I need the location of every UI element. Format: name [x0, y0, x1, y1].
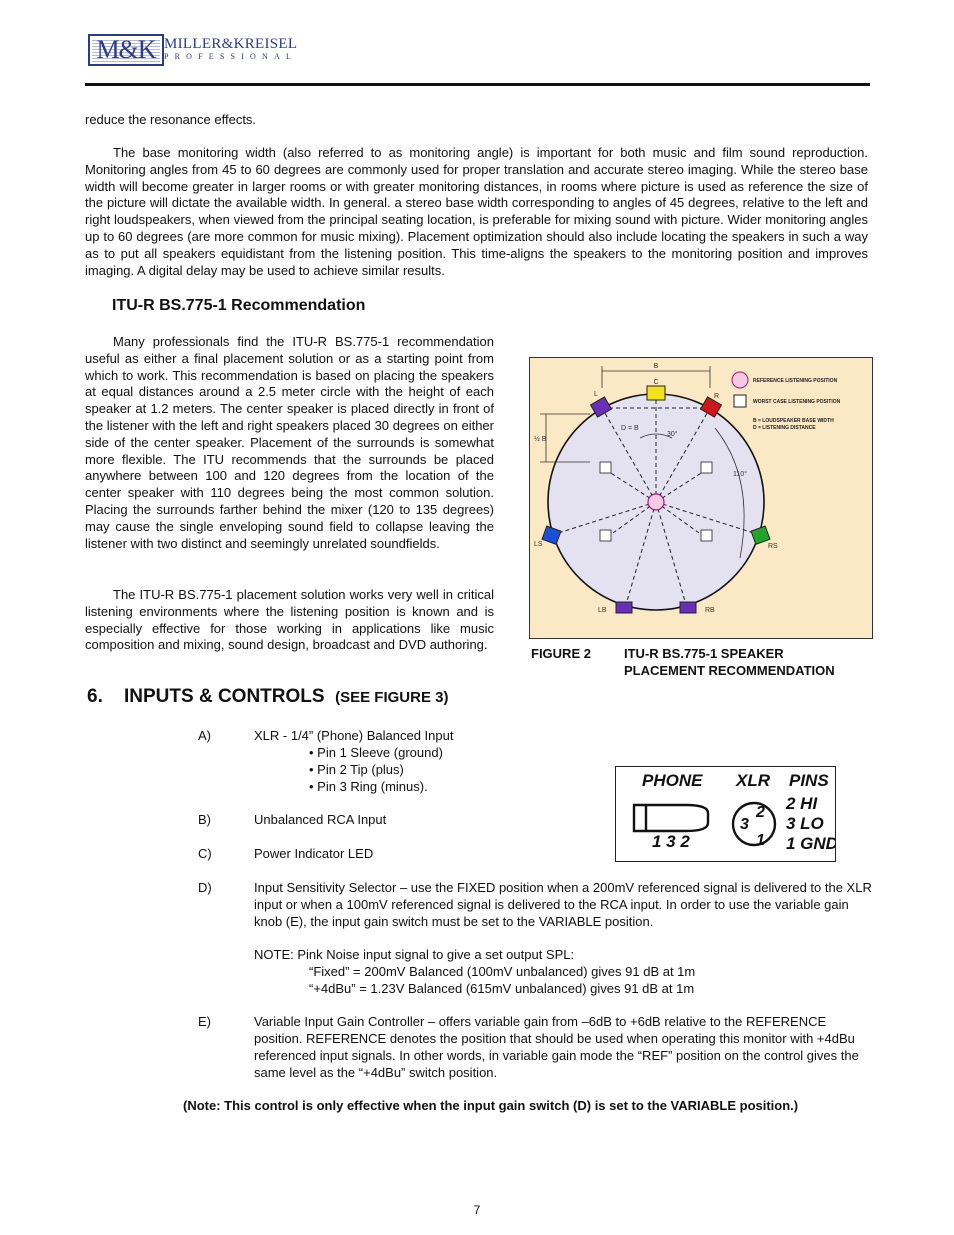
item-a-text: XLR - 1/4” (Phone) Balanced Input [254, 728, 454, 743]
pins-heading-phone: PHONE [642, 771, 703, 790]
label-rb: RB [705, 607, 715, 614]
section-title [124, 686, 448, 708]
figure-caption-line1: ITU-R BS.775-1 SPEAKER [624, 646, 784, 661]
legend-ref-text: REFERENCE LISTENING POSITION [753, 378, 838, 384]
label-l: L [594, 391, 598, 398]
pins-graphic [615, 766, 836, 862]
phone-plug-outline [634, 805, 708, 831]
label-rs: RS [768, 543, 778, 550]
figure-caption-number: FIGURE 2 [531, 646, 591, 661]
itu-diagram-svg [530, 358, 872, 638]
section-number: 6. [87, 686, 103, 707]
paragraph-monitoring-width: The base monitoring width (also referred to as monitoring angle) is important for both music and film sound reproduction. Monitoring angles from 45 to 60 degrees are commonly used for proper translation and accurate stereo imaging. While the stereo base width will become greater in larger rooms or with greater monitoring distances, in rooms where picture is used as reference the size of the picture will dictate the available width. In general. a stereo base width corresponding to angles of 45 degrees, relative to the left and right loudspeakers, when viewed from the principal seating location, is preferable for mixing sound with picture. Wider monitoring angles up to 60 degrees (are more common for music mixing). Placement optimization should also include locating the speakers in such a way as to put all speakers equidistant from the listening position. This time-aligns the speakers to the monitoring position and improves imaging. A digital delay may be used to achieve similar results. [85, 145, 868, 278]
label-110-deg: 110° [733, 471, 747, 478]
xlr-pin-2: 2 [756, 804, 765, 821]
item-c-text: Power Indicator LED [254, 846, 374, 861]
xlr-pin-1: 1 [756, 832, 765, 849]
item-a-pin3: • Pin 3 Ring (minus). [309, 779, 428, 794]
label-30-deg: 30° [667, 431, 678, 438]
pin-gnd-label: 1 GND [786, 834, 835, 853]
note-fixed: “Fixed” = 200mV Balanced (100mV unbalanced) gives 91 dB at 1m [309, 964, 696, 979]
label-lb: LB [598, 607, 607, 614]
item-d-text: Input Sensitivity Selector – use the FIXED position when a 200mV referenced signal is delivered to the XLR input or when a 100mV referenced signal is delivered to the RCA input. In order to use the variable gain knob (E), the input gain switch must be set to the VARIABLE position. [254, 880, 872, 929]
item-e-text: Variable Input Gain Controller – offers variable gain from –6dB to +6dB relative to the REFERENCE position. REFERENCE denotes the position that should be used when operating this monitor with +4dBu referenced input signals. In other words, in variable gain mode the “REF” position on the control gives the same level as the “+4dBu” switch position. [254, 1014, 859, 1080]
note-4dbu: “+4dBu” = 1.23V Balanced (615mV unbalanced) gives 91 dB at 1m [309, 981, 695, 996]
label-r: R [714, 393, 720, 400]
label-ls: LS [534, 541, 543, 548]
final-note: (Note: This control is only effective when the input gain switch (D) is set to the VARIABLE position.) [183, 1098, 799, 1113]
legend-d-text: D = LISTENING DISTANCE [753, 425, 816, 431]
page-number: 7 [473, 1203, 481, 1217]
speaker-lb [616, 602, 632, 613]
reference-listening-position [648, 494, 664, 510]
item-a-pin1: • Pin 1 Sleeve (ground) [309, 745, 443, 760]
logo-mark-text: M&K [96, 35, 156, 64]
label-d-eq-b: D = B [621, 425, 639, 432]
pins-heading-pins: PINS [789, 771, 829, 790]
figure-itu-diagram [529, 357, 873, 639]
itu-subheading: ITU-R BS.775-1 Recommendation [112, 297, 366, 314]
xlr-pin-3: 3 [740, 816, 749, 833]
logo-brand-sub: PROFESSIONAL [164, 52, 298, 61]
item-c-letter: C) [198, 846, 212, 861]
speaker-rb [680, 602, 696, 613]
pin-hi-label: 2 HI [786, 794, 818, 813]
label-b: B [653, 363, 659, 370]
figure-caption-line2: PLACEMENT RECOMMENDATION [624, 663, 835, 678]
legend-worst-text: WORST CASE LISTENING POSITION [753, 399, 841, 405]
item-b-letter: B) [198, 812, 211, 827]
item-b-text: Unbalanced RCA Input [254, 812, 387, 827]
pins-heading-xlr: XLR [736, 771, 770, 790]
label-c: C [653, 379, 659, 386]
speaker-c [647, 386, 665, 400]
paragraph-itu-recommendation: Many professionals find the ITU-R BS.775-1 recommendation useful as either a final placement solution or as a starting point from which to work. This recommendation is based on placing the speakers at equal distances around a 2.5 meter circle with the height of each speaker at 1.2 meters. The center speaker is placed directly in front of the listener with the left and right speakers placed 30 degrees on either side of the center speaker. Placement of the surrounds is somewhat more flexible. The ITU recommends that the surrounds be placed anywhere between 100 and 120 degrees from the location of the center speaker with 110 degrees being the most common solution. Placing the surrounds farther behind the mixer (120 to 135 degrees) may cause the single enveloping sound field to collapse leaving the listener with two distinct and seemingly unrelated soundfields. [85, 334, 494, 551]
item-a-pin2: • Pin 2 Tip (plus) [309, 762, 404, 777]
label-half-b: ½ B [534, 436, 547, 443]
mk-logo-mark [88, 34, 164, 66]
legend-worst-icon [734, 395, 746, 407]
legend-b-text: B = LOUDSPEAKER BASE WIDTH [753, 418, 834, 424]
paragraph-itu-placement: The ITU-R BS.775-1 placement solution works very well in critical listening environments where the listening position is known and is especially effective for those working in applications like music composition and mixing, sound design, broadcast and DVD authoring. [85, 587, 494, 653]
legend-ref-icon [732, 372, 748, 388]
item-d-letter: D) [198, 880, 212, 895]
paragraph-resonance: reduce the resonance effects. [85, 112, 257, 127]
pin-lo-label: 3 LO [786, 814, 824, 833]
pins-graphic-svg [616, 767, 835, 861]
header-rule [85, 83, 870, 86]
logo-brand-name: MILLER&KREISEL [164, 36, 298, 52]
section-title-text: INPUTS & CONTROLS [124, 686, 325, 707]
item-e-letter: E) [198, 1014, 211, 1029]
section-ref: (SEE FIGURE 3) [335, 689, 449, 706]
item-a-letter: A) [198, 728, 211, 743]
note-head: NOTE: Pink Noise input signal to give a set output SPL: [254, 947, 575, 962]
phone-pin-numbers: 1 3 2 [652, 832, 690, 851]
